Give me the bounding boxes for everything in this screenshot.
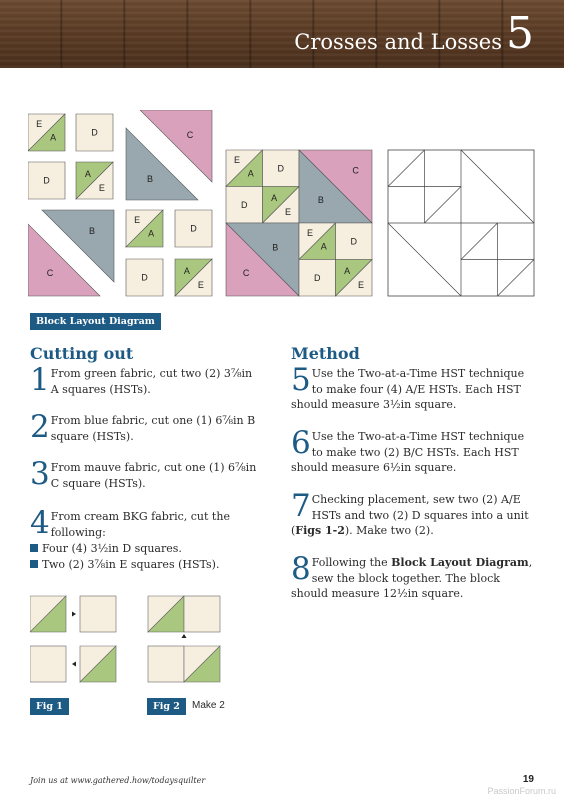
patch-label: D [314,272,321,283]
step-text-pre: Following the [311,556,392,569]
patch-label: A [84,168,91,179]
patch-label: D [141,272,148,283]
assembly-figures [30,594,230,686]
arrow-icon [72,612,76,617]
patch-label: D [277,163,284,174]
make-quantity: Make 2 [192,700,225,711]
patch-label: B [146,174,154,184]
d-square [30,646,66,682]
header-banner [0,0,564,68]
patch-label: C [352,165,359,176]
d-square [184,596,220,632]
patch-label: A [50,132,57,143]
pattern-number: 5 [506,8,534,59]
patch-label: D [190,223,197,234]
method-step-7 [291,488,536,539]
patch-label: C [46,268,54,278]
figure-1-diagram [30,596,116,682]
step-number: 4 [30,505,50,541]
patch-label: A [183,265,190,276]
patch-label: D [43,175,50,186]
bullet-text: Two (2) 3⅞in E squares (HSTs). [42,558,220,571]
patch-label: C [186,130,194,140]
line-art-block [388,150,534,296]
assembled-block [226,150,372,296]
patch-label: C [242,267,250,278]
arrow-icon [72,662,76,667]
step-number: 1 [30,362,50,398]
cutting-step-1 [30,362,260,398]
patch-label: A [247,168,254,179]
cutting-step-2 [30,409,260,445]
cutting-bullet [30,557,219,572]
patch-label: E [233,154,240,165]
patch-label: E [358,279,365,290]
method-step-5 [291,362,536,413]
step-text-pre: Checking placement, sew two (2) A/E HSTs and two (2) D squares into a unit ( [291,493,529,537]
fig1-label: Fig 1 [30,698,69,715]
patch-label: E [134,214,141,225]
step-text: Use the Two-at-a-Time HST technique to make two (2) B/C HSTs. Each HST should measure 6½in square. [291,430,525,474]
patch-label: A [271,193,278,204]
patch-label: B [88,226,96,236]
patch-label: A [344,266,351,277]
cutting-step-4 [30,505,245,541]
step-text-bold: Block Layout Diagram [391,556,529,569]
footer-link: Join us at www.gathered.how/todaysquilter [30,776,206,785]
step-number: 2 [30,409,50,445]
step-text-bold: Figs 1-2 [295,524,345,537]
step-text: From blue fabric, cut one (1) 6⅞in B square (HSTs). [50,414,256,443]
cutting-step-3 [30,456,260,492]
cutting-bullet [30,541,182,556]
step-text: From green fabric, cut two (2) 3⅞in A squares (HSTs). [50,367,253,396]
pattern-title: Crosses and Losses [294,30,502,54]
step-number: 6 [291,425,311,461]
patch-label: B [272,242,279,253]
exploded-block [28,110,212,296]
fig2-label: Fig 2 [147,698,186,715]
patch-label: A [320,241,327,252]
watermark: PassionForum.ru [487,786,556,796]
step-text: From mauve fabric, cut one (1) 6⅞in C square (HSTs). [50,461,257,490]
step-text-post: , sew the block together. The block should measure 12½in square. [291,556,533,600]
method-heading: Method [291,344,360,363]
patch-label: D [91,127,98,138]
patch-label: E [98,182,105,193]
arrow-icon [182,634,187,638]
figure-2-diagram [148,596,220,682]
step-text: From cream BKG fabric, cut the following: [50,510,230,539]
block-layout-diagram [28,110,538,300]
step-number: 3 [30,456,50,492]
step-text-post: ). Make two (2). [344,524,434,537]
method-step-6 [291,425,536,476]
bullet-text: Four (4) 3½in D squares. [42,542,182,555]
step-number: 7 [291,488,311,524]
method-step-8 [291,551,536,602]
patch-label: D [241,199,248,210]
patch-label: E [197,279,204,290]
patch-label: E [36,118,43,129]
d-square [148,646,184,682]
page-number: 19 [522,774,534,785]
cutting-heading: Cutting out [30,344,134,363]
patch-label: E [306,227,313,238]
bullet-square-icon [30,544,38,552]
patch-label: D [350,236,357,247]
patch-label: E [285,206,292,217]
step-number: 8 [291,551,311,587]
bullet-square-icon [30,560,38,568]
patch-label: A [148,228,155,239]
patch-label: B [317,194,324,205]
d-square [80,596,116,632]
block-layout-label: Block Layout Diagram [30,313,161,330]
step-number: 5 [291,362,311,398]
step-text: Use the Two-at-a-Time HST technique to make four (4) A/E HSTs. Each HST should measure 3½in square. [291,367,525,411]
